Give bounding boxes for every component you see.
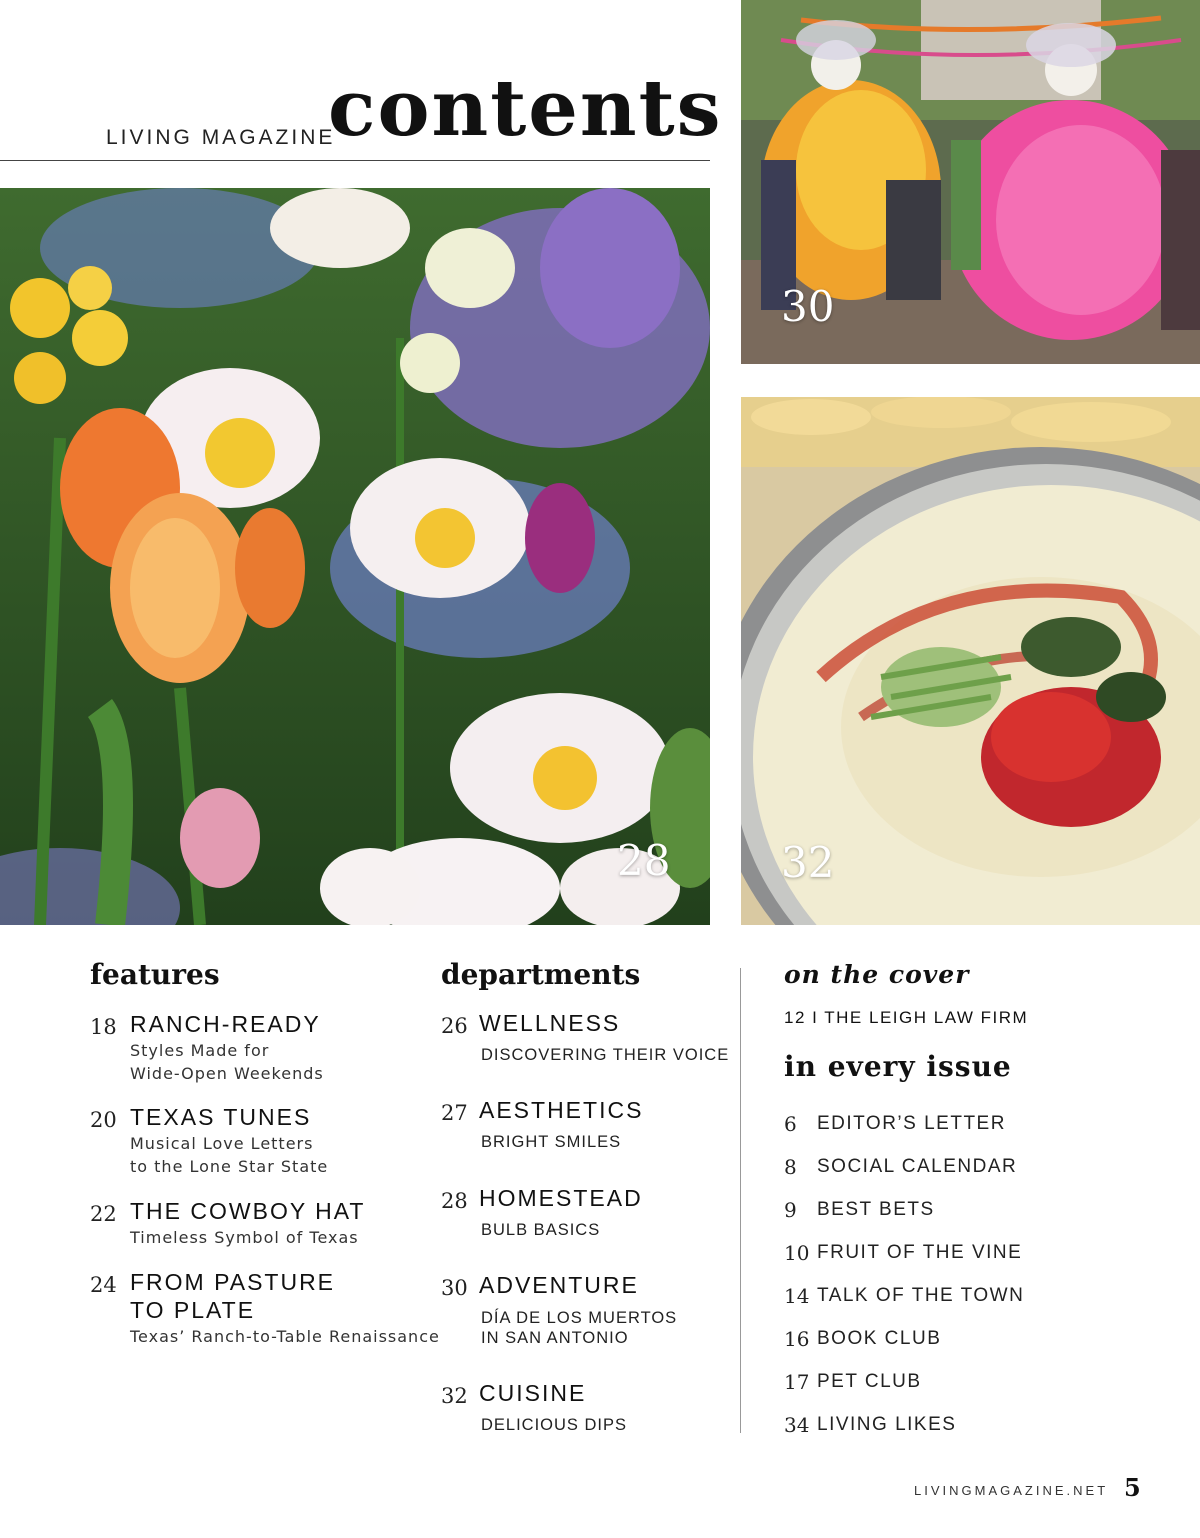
feature-title: TEXAS TUNES (130, 1104, 312, 1130)
feature-title: THE COWBOY HAT (130, 1198, 366, 1224)
feature-page: 24 (90, 1273, 117, 1297)
issue-label: EDITOR’S LETTER (817, 1113, 1006, 1134)
every-issue-heading: in every issue (784, 1050, 1012, 1083)
department-title: HOMESTEAD (479, 1185, 643, 1211)
department-title: ADVENTURE (479, 1272, 639, 1298)
header-rule (0, 160, 710, 161)
feature-subtitle: Texas’ Ranch-to-Table Renaissance (130, 1327, 440, 1346)
feature-subtitle: Timeless Symbol of Texas (130, 1228, 359, 1247)
feature-title: TO PLATE (130, 1297, 256, 1323)
issue-page: 6 (784, 1112, 797, 1136)
department-subtitle: DISCOVERING THEIR VOICE (481, 1046, 730, 1064)
cover-item[interactable]: 12 I THE LEIGH LAW FIRM (784, 1008, 1029, 1027)
department-page: 27 (441, 1101, 468, 1125)
festival-page-number: 30 (781, 282, 835, 331)
feature-title: RANCH-READY (130, 1011, 321, 1037)
feature-subtitle: to the Lone Star State (130, 1157, 329, 1176)
issue-page: 8 (784, 1155, 797, 1179)
issue-label: BEST BETS (817, 1199, 935, 1220)
dip-page-number: 32 (781, 838, 835, 887)
department-page: 28 (441, 1189, 468, 1213)
department-subtitle: BULB BASICS (481, 1221, 601, 1239)
feature-title: FROM PASTURE (130, 1269, 336, 1295)
issue-label: PET CLUB (817, 1371, 922, 1392)
issue-label: LIVING LIKES (817, 1414, 957, 1435)
feature-page: 20 (90, 1108, 117, 1132)
feature-subtitle: Wide-Open Weekends (130, 1064, 324, 1083)
issue-label: BOOK CLUB (817, 1328, 942, 1349)
department-subtitle: DELICIOUS DIPS (481, 1416, 628, 1434)
footer-page-number: 5 (1124, 1473, 1141, 1502)
issue-page: 17 (784, 1370, 810, 1394)
column-divider (740, 968, 741, 1433)
feature-subtitle: Styles Made for (130, 1041, 270, 1060)
issue-page: 16 (784, 1327, 810, 1351)
department-title: CUISINE (479, 1380, 587, 1406)
flowers-illustration (0, 188, 710, 925)
features-heading: features (90, 958, 220, 991)
department-title: AESTHETICS (479, 1097, 644, 1123)
feature-page: 18 (90, 1015, 117, 1039)
issue-label: TALK OF THE TOWN (817, 1285, 1025, 1306)
magazine-name: LIVING MAGAZINE (106, 126, 336, 149)
feature-page: 22 (90, 1202, 117, 1226)
departments-heading: departments (441, 958, 641, 991)
department-subtitle: DÍA DE LOS MUERTOS (481, 1309, 678, 1327)
department-page: 26 (441, 1014, 468, 1038)
feature-subtitle: Musical Love Letters (130, 1134, 314, 1153)
department-page: 30 (441, 1276, 468, 1300)
department-subtitle: BRIGHT SMILES (481, 1133, 622, 1151)
issue-page: 34 (784, 1413, 810, 1437)
issue-label: SOCIAL CALENDAR (817, 1156, 1018, 1177)
flowers-page-number: 28 (617, 836, 671, 885)
page-title: contents (328, 63, 723, 154)
issue-label: FRUIT OF THE VINE (817, 1242, 1023, 1263)
flowers-photo[interactable] (0, 188, 710, 925)
department-page: 32 (441, 1384, 468, 1408)
dip-photo[interactable] (741, 397, 1200, 925)
cover-heading: on the cover (784, 960, 970, 989)
department-subtitle: IN SAN ANTONIO (481, 1329, 629, 1347)
issue-page: 14 (784, 1284, 810, 1308)
issue-page: 9 (784, 1198, 797, 1222)
festival-photo[interactable] (741, 0, 1200, 364)
issue-page: 10 (784, 1241, 810, 1265)
department-title: WELLNESS (479, 1010, 621, 1036)
footer-url[interactable]: LIVINGMAGAZINE.NET (914, 1483, 1109, 1498)
